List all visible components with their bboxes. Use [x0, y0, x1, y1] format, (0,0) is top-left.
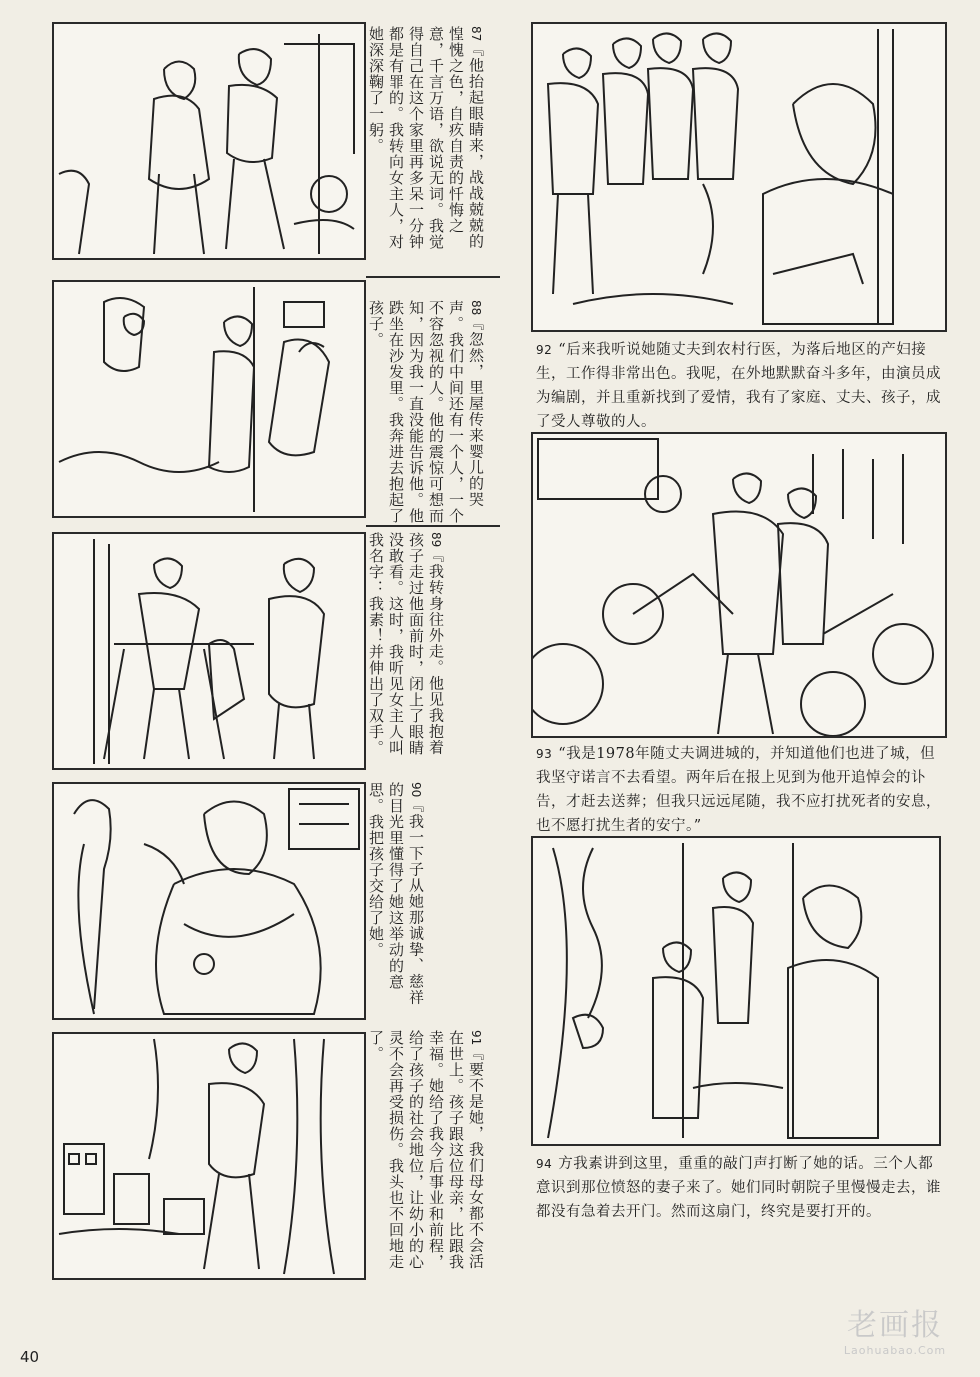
line-drawing-figures-89: [54, 534, 364, 768]
caption-text-93: “我是1978年随丈夫调进城的，并知道他们也进了城，但我坚守诺言不去看望。两年后在报上见到为他开追悼会的讣告，才赶去送葬；但我只远远尾随，我不应打扰死者的安息，也不愿打扰生者的安宁。”: [536, 746, 941, 834]
caption-text-88: 『忽然，里屋传来婴儿的哭声。我们中间还有一个人，一个不容忽视的人。他的震惊可想而知，因为我一直没能告诉他。他跌坐在沙发里。我奔进去抱起了孩子。: [367, 300, 485, 524]
site-watermark: [820, 1300, 970, 1357]
caption-87: [366, 26, 486, 258]
illustration-panel-91: [52, 1032, 366, 1280]
panel-number-87: 87: [469, 26, 483, 42]
caption-89: [366, 532, 446, 768]
panel-number-91: 91: [469, 1030, 483, 1046]
line-drawing-figures-87: [54, 24, 364, 258]
line-drawing-figures-92: [533, 24, 945, 330]
illustration-panel-88: [52, 280, 366, 518]
line-drawing-figures-93: [533, 434, 945, 736]
caption-92: [536, 338, 944, 434]
page-number: 40: [20, 1348, 40, 1366]
panel-number-89: 89: [429, 532, 443, 548]
caption-text-94: 方我素讲到这里，重重的敲门声打断了她的话。三个人都意识到那位愤怒的妻子来了。她们同时朝院子里慢慢走去，谁都没有急着去开门。然而这扇门，终究是要打开的。: [536, 1156, 941, 1220]
panel-number-90: 90: [409, 782, 423, 798]
divider-88: [366, 525, 500, 527]
caption-93: [536, 742, 944, 838]
caption-text-87: 『他抬起眼睛来，战战兢兢的惶愧之色，自疚自责的忏悔之意，千言万语，欲说无词。我觉得自己在这个家里再多呆一分钟都是有罪的。我转向女主人，对她深深鞠了一躬。: [367, 26, 485, 250]
caption-text-92: “后来我听说她随丈夫到农村行医，为落后地区的产妇接生，工作得非常出色。我呢，在外地默默奋斗多年，由演员成为编剧，并且重新找到了爱情，我有了家庭、丈夫、孩子，成了受人尊敬的人。: [536, 342, 941, 430]
illustration-panel-94: [531, 836, 941, 1146]
illustration-panel-87: [52, 22, 366, 260]
watermark-logo: 老画报: [847, 1308, 943, 1343]
caption-text-91: 『要不是她，我们母女都不会活在世上。孩子跟这位母亲，比跟我幸福。她给了我今后事业和前程，给了孩子的社会地位，让幼小的心灵不会再受损伤。我头也不回地走了。: [367, 1030, 485, 1270]
caption-90: [366, 782, 426, 1018]
illustration-panel-93: [531, 432, 947, 738]
panel-number-93: 93: [536, 747, 553, 761]
caption-91: [366, 1030, 486, 1280]
panel-number-88: 88: [469, 300, 483, 316]
illustration-panel-89: [52, 532, 366, 770]
line-drawing-figures-88: [54, 282, 364, 516]
line-drawing-figures-91: [54, 1034, 364, 1278]
caption-94: [536, 1152, 944, 1224]
illustration-panel-92: [531, 22, 947, 332]
line-drawing-figures-90: [54, 784, 364, 1018]
watermark-url: Laohuabao.Com: [843, 1344, 947, 1357]
panel-number-92: 92: [536, 343, 553, 357]
panel-number-94: 94: [536, 1157, 553, 1171]
caption-text-90: 『我一下子从她那诚挚、慈祥的目光里懂得了她这举动的意思。我把孩子交给了她。: [367, 782, 425, 1006]
caption-text-89: 『我转身往外走。他见我抱着孩子走过他面前时，闭上了眼睛没敢看。这时，我听见女主人叫我名字：我素！并伸出了双手。: [367, 532, 445, 756]
illustration-panel-90: [52, 782, 366, 1020]
line-drawing-figures-94: [533, 838, 939, 1144]
caption-88: [366, 300, 486, 530]
divider-87: [366, 276, 500, 278]
